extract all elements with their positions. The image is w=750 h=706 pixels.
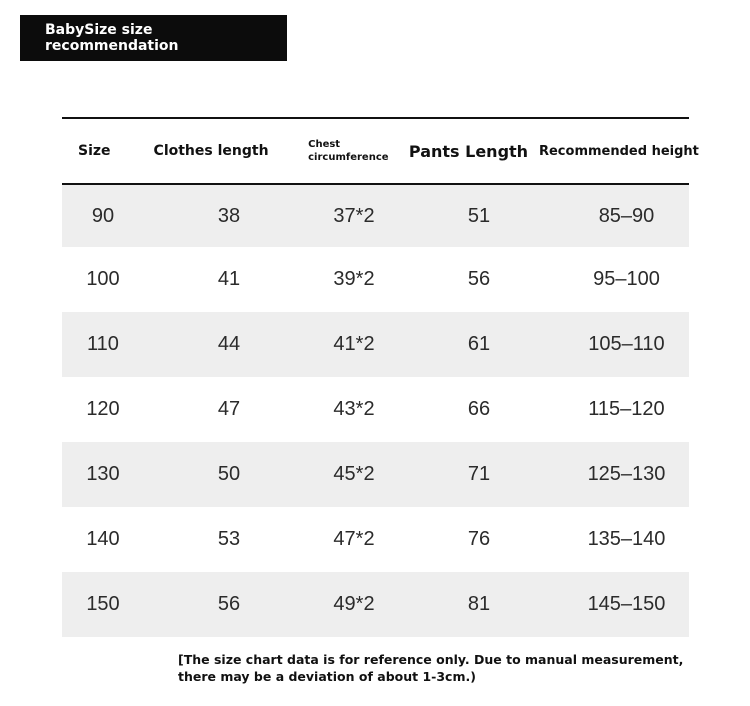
disclaimer-note: [The size chart data is for reference only. Due to manual measurement, there may be a deviation of about 1-3cm.) (178, 652, 684, 684)
cell-size: 100 (86, 268, 120, 290)
cell-pants-length: 81 (467, 593, 491, 615)
cell-clothes-length: 44 (217, 333, 241, 355)
page-title: BabySize size recommendation (45, 22, 179, 54)
cell-clothes-length: 38 (217, 204, 241, 227)
cell-size: 150 (86, 593, 120, 615)
cell-clothes-length: 41 (217, 268, 241, 290)
cell-clothes-length: 47 (217, 398, 241, 420)
table-row (62, 572, 689, 637)
cell-height: 85–90 (598, 204, 655, 227)
header-size: Size (78, 143, 111, 159)
cell-pants-length: 66 (467, 398, 491, 420)
header-clothes-length: Clothes length (153, 143, 269, 159)
cell-height: 105–110 (588, 333, 665, 355)
cell-size: 90 (91, 204, 115, 227)
cell-clothes-length: 53 (217, 528, 241, 550)
cell-height: 135–140 (587, 528, 666, 550)
cell-size: 120 (86, 398, 120, 420)
table-row (62, 185, 689, 247)
cell-pants-length: 56 (467, 268, 491, 290)
size-chart-table (62, 117, 699, 637)
cell-chest: 47*2 (333, 528, 375, 550)
cell-size: 140 (86, 528, 120, 550)
cell-chest: 37*2 (333, 204, 375, 227)
cell-clothes-length: 50 (217, 463, 241, 485)
table-row (62, 247, 689, 312)
cell-pants-length: 51 (467, 204, 491, 227)
table-row (62, 312, 689, 377)
cell-pants-length: 61 (467, 333, 491, 355)
page-title-banner (20, 15, 287, 61)
header-chest-circumference (297, 138, 400, 164)
header-chest-line2: circumference (308, 152, 389, 163)
cell-pants-length: 71 (467, 463, 491, 485)
header-pants-length: Pants Length (408, 141, 529, 161)
cell-height: 145–150 (587, 593, 666, 615)
cell-clothes-length: 56 (217, 593, 241, 615)
cell-height: 95–100 (593, 268, 660, 290)
cell-pants-length: 76 (467, 528, 491, 550)
table-header-row (62, 119, 699, 183)
table-body (62, 185, 689, 637)
cell-chest: 49*2 (333, 593, 375, 615)
cell-chest: 45*2 (333, 463, 375, 485)
cell-size: 130 (86, 463, 120, 485)
table-row (62, 377, 689, 442)
cell-height: 125–130 (587, 463, 666, 485)
header-recommended-height: Recommended height (538, 143, 699, 159)
header-chest-line1: Chest (308, 139, 341, 150)
cell-height: 115–120 (588, 398, 665, 420)
table-row (62, 442, 689, 507)
cell-chest: 39*2 (333, 268, 375, 290)
cell-chest: 41*2 (333, 333, 375, 355)
cell-chest: 43*2 (333, 398, 375, 420)
table-row (62, 507, 689, 572)
cell-size: 110 (87, 333, 119, 355)
